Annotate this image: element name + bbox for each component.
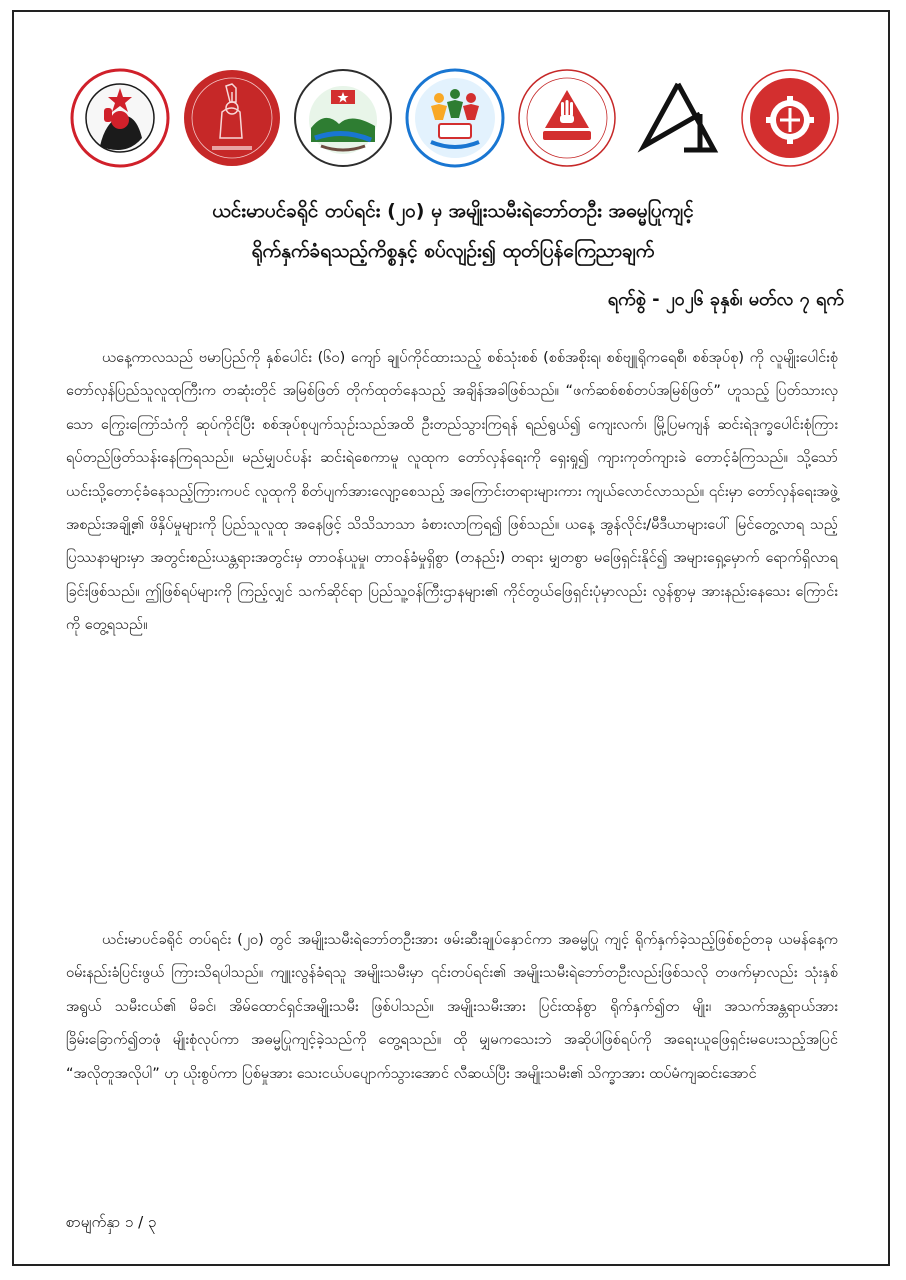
- logo-row: [70, 68, 840, 168]
- abwu-emblem-icon: [70, 68, 170, 168]
- body-paragraph-1: ယနေ့ကာလသည် ဗမာပြည်ကို နှစ်ပေါင်း (၆၀) ကျော် ချုပ်ကိုင်ထားသည့် စစ်သုံးစစ် (စစ်အစိုးရ၊ စစ်ဗျူရိုကရေစီ၊ စစ်အုပ်စု) ကို လူမျိုးပေါင်းစုံ တော်လှန်ပြည်သူလူထုကြီးက တဆုံးတိုင် အမြစ်ဖြတ် တိုက်ထုတ်နေသည့် အချိန်အခါဖြစ်သည်။ “ဖက်ဆစ်စစ်တပ်အမြစ်ဖြတ်” ဟူသည့် ပြတ်သားလှသော ကြွေးကြော်သံကို ဆုပ်ကိုင်ပြီး စစ်အုပ်စုပျက်သုဉ်းသည်အထိ ဦးတည်သွားကြရန် ရည်ရွယ်၍ ကျေးလက်၊ မြို့ပြမကျန် ဆင်းရဲဒုက္ခပေါင်းစုံကြား ရပ်တည်ဖြတ်သန်းနေကြရသည်။ မည်မျှပင်ပန်း ဆင်းရဲစေကာမူ လူထုက တော်လှန်ရေးကို ရှေးရှု၍ ကျားကုတ်ကျားခဲ တောင့်ခံကြသည်။ သို့သော် ယင်းသို့တောင့်ခံနေသည့်ကြားကပင် လူထုကို စိတ်ပျက်အားလျော့စေသည့် အကြောင်းတရားများကား ကျယ်လောင်လာသည်။ ၎င်းမှာ တော်လှန်ရေးအဖွဲ့အစည်းအချို့၏ ဖိနှိပ်မှုများကို ပြည်သူလူထု အနေဖြင့် သိသိသာသာ ခံစားလာကြရ၍ ဖြစ်သည်။ ယနေ့ အွန်လိုင်း/မီဒီယာများပေါ် မြင်တွေ့လာရ သည့် ပြဿနာများမှာ အတွင်းစည်းယန္တရားအတွင်းမှ တာဝန်ယူမှု၊ တာဝန်ခံမှုရှိစွာ (တနည်း) တရား မျှတစွာ မဖြေရှင်းနိုင်၍ အများရှေ့မှောက် ရောက်ရှိလာရခြင်းဖြစ်သည်။ ဤဖြစ်ရပ်များကို ကြည့်လျှင် သက်ဆိုင်ရာ ပြည်သူ့ဝန်ကြီးဌာနများ၏ ကိုင်တွယ်ဖြေရှင်းပုံမှာလည်း လွန်စွာမှ အားနည်းနေသေး ကြောင်းကို တွေ့ရသည်။: [66, 350, 838, 634]
- logo-triangle-symbol: [628, 68, 728, 168]
- landscape-star-flag-icon: [293, 68, 393, 168]
- logo-rep: [405, 68, 505, 168]
- three-finger-salute-icon: [517, 68, 617, 168]
- logo-progressive-labor-community: [740, 68, 840, 168]
- body-paragraph-2: ယင်းမာပင်ခရိုင် တပ်ရင်း (၂၀) တွင် အမျိုးသမီးရဲဘော်တဦးအား ဖမ်းဆီးချုပ်နှောင်ကာ အဓမ္မပြု ကျင့် ရိုက်နှက်ခဲ့သည့်ဖြစ်စဉ်တခု ယမန်နေ့က ဝမ်းနည်းခံပြင်းဖွယ် ကြားသိရပါသည်။ ကျူးလွန်ခံရသူ အမျိုးသမီးမှာ ၎င်းတပ်ရင်း၏ အမျိုးသမီးရဲဘော်တဦးလည်းဖြစ်သလို တဖက်မှာလည်း သုံးနှစ်အရွယ် သမီးငယ်၏ မိခင်၊ အိမ်ထောင်ရှင်အမျိုးသမီး ဖြစ်ပါသည်။ အမျိုးသမီးအား ပြင်းထန်စွာ ရိုက်နှက်၍တ မျိုး၊ အသက်အန္တရာယ်အား ခြိမ်းခြောက်၍တဖုံ မျိုးစုံလုပ်ကာ အဓမ္မပြုကျင့်ခဲ့သည်ကို တွေ့ရသည်။ ထို မျှမကသေးဘဲ အဆိုပါဖြစ်ရပ်ကို အရေးယူဖြေရှင်းမပေးသည့်အပြင် “အလိုတူအလိုပါ” ဟု ယိုးစွပ်ကာ ပြစ်မှုအား သေးငယ်ပပျောက်သွားအောင် လီဆယ်ပြီး အမျိုးသမီး၏ သိက္ခာအား ထပ်မံကျဆင်းအောင်: [66, 932, 838, 1082]
- logo-all-burma-womens-union: [70, 68, 170, 168]
- raised-fist-woman-icon: [182, 68, 282, 168]
- page-number: စာမျက်နှာ ၁ / ၃: [66, 1213, 157, 1231]
- triangle-mark-icon: [628, 68, 728, 168]
- statement-title-line-1: ယင်းမာပင်ခရိုင် တပ်ရင်း (၂၀) မှ အမျိုးသမီးရဲဘော်တဦး အဓမ္မပြုကျင့်: [212, 200, 694, 222]
- statement-date: ရက်စွဲ - ၂၀၂၆ ခုနှစ်၊ မတ်လ ၇ ရက်: [607, 289, 844, 310]
- gear-tools-icon: [740, 68, 840, 168]
- logo-cdmuew: [517, 68, 617, 168]
- logo-yaw-revolution-committee: [293, 68, 393, 168]
- rep-people-book-icon: [405, 68, 505, 168]
- logo-womens-committee: [182, 68, 282, 168]
- statement-title-line-2: ရိုက်နှက်ခံရသည့်ကိစ္စနှင့် စပ်လျဉ်း၍ ထုတ်ပြန်ကြေညာချက်: [251, 240, 655, 262]
